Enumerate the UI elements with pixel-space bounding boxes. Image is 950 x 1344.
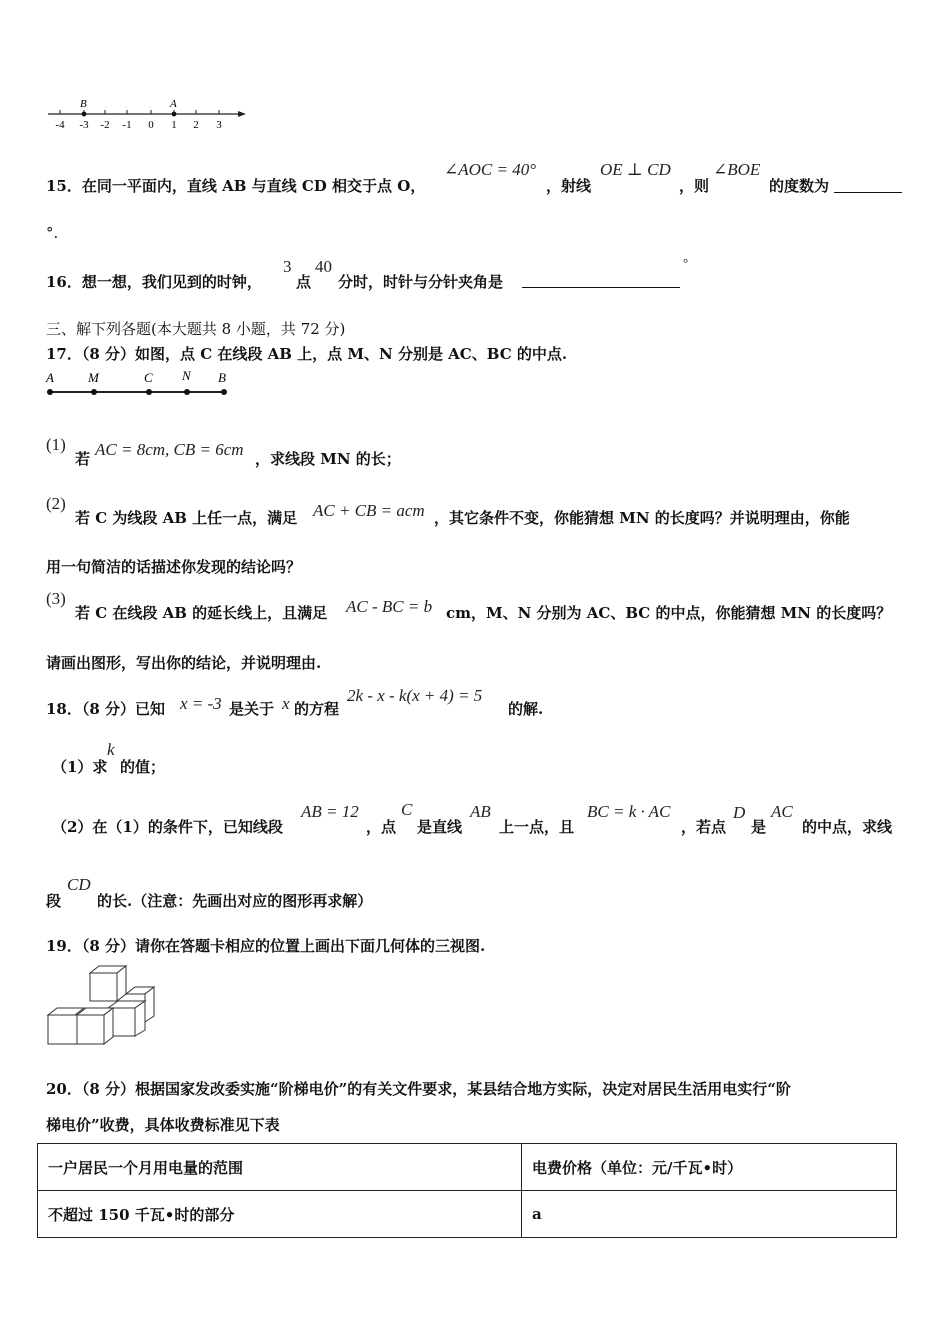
q17-p1-math: AC = 8cm, CB = 6cm <box>95 440 244 459</box>
table-cell: a <box>522 1191 897 1238</box>
cube-front-face <box>48 1015 77 1044</box>
q18-line: 18．（8 分）已知 <box>46 700 166 718</box>
q15-math-boe: ∠BOE <box>713 160 761 179</box>
q15-answer-blank[interactable] <box>834 178 902 193</box>
q17-p2-math: AC + CB = acm <box>313 501 425 520</box>
point-c-dot <box>146 389 152 395</box>
tick-label: 1 <box>171 119 177 131</box>
point-a-dot <box>47 389 53 395</box>
tick-label: 0 <box>148 119 154 131</box>
q18-number: 18． <box>46 700 82 718</box>
q15-number: 15． <box>46 177 82 195</box>
point-b-dot <box>82 112 87 117</box>
number-line-figure <box>40 92 255 137</box>
section-3-heading: 三、解下列各题(本大题共 8 小题，共 72 分) <box>46 320 346 338</box>
q20-line: 20．（8 分）根据国家发改委实施“阶梯电价”的有关文件要求，某县结合地方实际，决定对居民生活用电实行“阶 <box>46 1080 791 1098</box>
point-b-dot <box>221 389 227 395</box>
cube-front-face <box>90 973 117 1001</box>
q16-line: 16．想一想，我们见到的时钟， <box>46 273 262 291</box>
point-n-dot <box>184 389 190 395</box>
q15-math-angle: ∠AOC = 40° <box>444 160 537 179</box>
cube-front-face <box>77 1015 104 1044</box>
point-n-label: N <box>182 368 191 383</box>
q17-line: 17．（8 分）如图，点 C 在线段 AB 上，点 M、N 分别是 AC、BC 的中点. <box>46 345 568 363</box>
point-a-label: A <box>46 370 54 385</box>
point-a-label: A <box>170 98 177 110</box>
q19-cube-figure <box>44 964 164 1049</box>
q20-number: 20． <box>46 1080 82 1098</box>
table-header-cell: 一户居民一个月用电量的范围 <box>38 1144 522 1191</box>
q18-equation: 2k - x - k(x + 4) = 5 <box>347 686 483 705</box>
electricity-fee-table <box>37 1143 897 1238</box>
q15-line: 15．在同一平面内，直线 AB 与直线 CD 相交于点 O， <box>46 177 426 195</box>
point-c-label: C <box>144 370 153 385</box>
q19-line: 19．（8 分）请你在答题卡相应的位置上画出下面几何体的三视图. <box>46 937 486 955</box>
q16-number: 16． <box>46 273 82 291</box>
tick-label: -2 <box>100 119 110 131</box>
table-cell: 不超过 150 千瓦•时的部分 <box>38 1191 522 1238</box>
table-header-cell: 电费价格（单位：元/千瓦•时） <box>522 1144 897 1191</box>
tick-label: 3 <box>216 119 222 131</box>
q16-answer-blank[interactable] <box>522 273 680 288</box>
q17-p3-math: AC - BC = b <box>346 597 433 616</box>
point-b-label: B <box>218 370 226 385</box>
point-b-label: B <box>80 98 87 110</box>
tick-label: 2 <box>193 119 199 131</box>
tick-label: -3 <box>79 119 89 131</box>
point-a-dot <box>172 112 177 117</box>
cube-side-face <box>104 1008 113 1044</box>
point-m-dot <box>91 389 97 395</box>
point-m-label: M <box>88 370 99 385</box>
q17-number: 17． <box>46 345 82 363</box>
tick-label: -4 <box>55 119 65 131</box>
table-header-row <box>38 1144 897 1191</box>
table-row <box>38 1191 897 1238</box>
q15-math-perp: OE ⊥ CD <box>600 160 671 179</box>
tick-label: -1 <box>122 119 132 131</box>
number-line-arrow <box>238 111 246 117</box>
q19-number: 19． <box>46 937 82 955</box>
q17-segment-figure <box>44 368 234 400</box>
